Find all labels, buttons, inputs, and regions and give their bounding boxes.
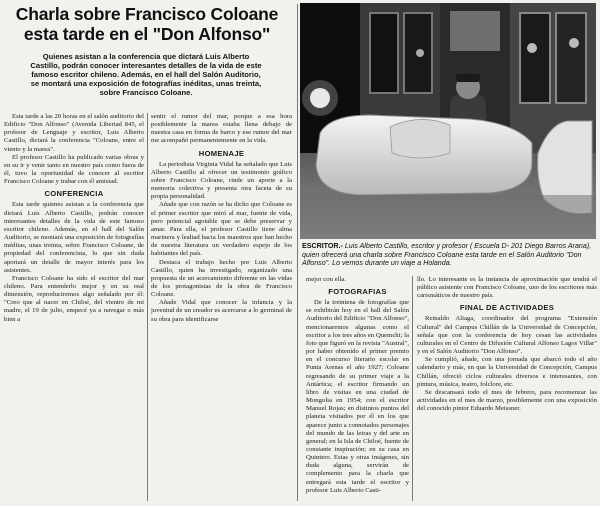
paragraph: De la treintena de fotografías que se exhibirán hoy en el hall del Salón Auditorio del Edificio "Don Alfonso", mencionaremos algunas como el escritor a los tres años en Quemchi; la foto que figuró en la revista "Austral", por haber obtenido el primer premio en el concurso literario escolar en Punta Arenas el año 1927; Coloane regresando de su primer viaje a la Antártica; el escritor firmando un libro de visitas en una ciudad de Mongolia en 1954; con el escritor Manuel Rojas; en distintos puntos del planeta visitados por él en los que aparece junto a connotados personajes del mundo de las letras y del arte en general; en la Isla de Chiloé, fuente de constante inspiración; en su casa en Quintero. Estas y otras imágenes, sin duda alguna, servirán de complemento para la charla que entregará esta tarde el escritor y profesor Luis Alberto Casti- <box>306 299 409 494</box>
paragraph: Se descansará todo el mes de febrero, para recomenzar las actividades en el mes de marzo, posiblemente con una exposición del conocido pintor Eduardo Meissner. <box>417 388 597 413</box>
paragraph: El profesor Castillo ha publicado varias obras y en su ir y venir tanto en nuestro país como fuera de él, tuvo la oportunidad de conocer al escritor Francisco Coloane y trabar con él amistad. <box>4 153 144 186</box>
article-photo <box>300 3 596 239</box>
subheading-conferencia: CONFERENCIA <box>44 189 104 199</box>
photo-caption <box>302 242 596 268</box>
caption-text: Luis Alberto Castillo, escritor y profesor ( Escuela D- 201 Diego Barros Arana), quien ofrecerá una charla sobre Francisco Coloane esta tarde en el Salón Auditorio "Don Alfonso". Lo vemos durante un viaje a Holanda. <box>302 242 592 268</box>
paragraph: llo. Lo interesante es la instancia de aproximación que tendrá el público asistente con Francisco Coloane, uno de los escritores más carismáticos de nuestro país. <box>417 276 597 300</box>
subheading-final-de-actividades: FINAL DE ACTIVIDADES <box>459 303 555 313</box>
column-rule <box>147 113 148 501</box>
section-rule <box>297 4 298 501</box>
article-column-4 <box>417 276 597 413</box>
article-column-3 <box>306 276 409 495</box>
subheading-homenaje: HOMENAJE <box>198 148 245 158</box>
paragraph: Francisco Coloane ha sido el escritor del mar chileno. Para entenderlo mejor y en su real dimensión, reproduciremos algo señalado por él: "Creo que al nacer en Chiloé, del vientre de mi madre, el 19 de julio, empecé ya a navegar o más bien a <box>4 274 144 323</box>
article-column-2 <box>151 113 292 324</box>
paragraph: Se cumplió, añade, con una jornada que abarcó todo el año calendario y más, en que la Universidad de Concepción, Campus Chillán, ofreció ciclos culturales diversos e interesantes, con pintura, música, teatro, folclore, etc. <box>417 356 597 388</box>
lead-paragraph: Quienes asistan a la conferencia que dictará Luis Alberto Castillo, podrán conocer interesantes detalles de la vida de este famoso escritor chileno. Además, en el hall del Salón Auditorio, se montará una exposición de fotografías inéditas, unas treinta, sobre Francisco Coloane. <box>30 52 262 98</box>
headline: Charla sobre Francisco Coloane esta tarde en el "Don Alfonso" <box>15 4 279 44</box>
paragraph: Esta tarde quienes asistan a la conferencia que dictará Luis Alberto Castillo, podrán conocer interesantes detalles de la vida de este famoso escritor chileno. Además, en el hall del Salón Auditorio, se montará una exposición de fotografías inéditas, unas treinta, sobre Francisco Coloane, de propiedad del conferencista, lo que sin duda aportará un detalle de mayor interés para los asistentes. <box>4 201 144 274</box>
paragraph: sentir el rumor del mar, porque a esa hora posiblemente la marea estaba llena debajo de nuestra casa en forma de barco y ese rumor del mar me acompañó permanentemente en la vida. <box>151 113 292 145</box>
paragraph: Reinaldo Aliaga, coordinador del programa "Extensión Cultural" del Campus Chillán de la Universidad de Concepción, señala que con la conferencia de hoy cesan las actividades culturales en el Centro de Difusión Cultural Alfonso Lagos Villar" y en el Salón Auditorio "Don Alfonso". <box>417 315 597 356</box>
paragraph: La periodista Virginia Vidal ha señalado que Luis Alberto Castillo al ofrecer un testimonio gráfico sobre Francisco Coloane, rinde un aporte a la memoria colectiva y presenta otra faceta de su propia personalidad. <box>151 160 292 201</box>
paragraph: mejor con ella. <box>306 276 346 283</box>
paragraph: Añade Vidal que conocer la infancia y la juventud de un creador es acercarse a lo germinal de su obra para identificarse <box>151 299 292 323</box>
caption-lead: ESCRITOR.- <box>302 242 343 250</box>
paragraph: Destaca el trabajo hecho por Luis Alberto Castillo, quien ha investigado, organizado una propuesta de un acercamiento diferente en las vidas de los protagonistas de la obra de Francisco Coloane. <box>151 258 292 299</box>
column-rule <box>412 276 413 501</box>
paragraph: Añade que con razón se ha dicho que Coloane es el primer escritor que miró al mar, fuente de vida, pero potencial agotable que se debe preservar y amar. Para ella, el profesor Castillo tiene alma marinera y lealtad hacia los maestros que han hecho de nuestra literatura un verdadero espejo de los habitantes del país. <box>151 201 292 258</box>
paragraph: Esta tarde a las 20 horas en el salón auditorio del Edificio "Don Alfonso" (Avenida Libertad 845, el profesor de Lenguaje y escritor, Luis Alberto Castillo, dictará la conferencia "Coloane, entre el viento y la marea". <box>4 113 144 153</box>
subheading-fotografias: FOTOGRAFIAS <box>328 287 387 297</box>
article-column-1 <box>4 113 144 324</box>
photo-icon <box>300 3 596 239</box>
